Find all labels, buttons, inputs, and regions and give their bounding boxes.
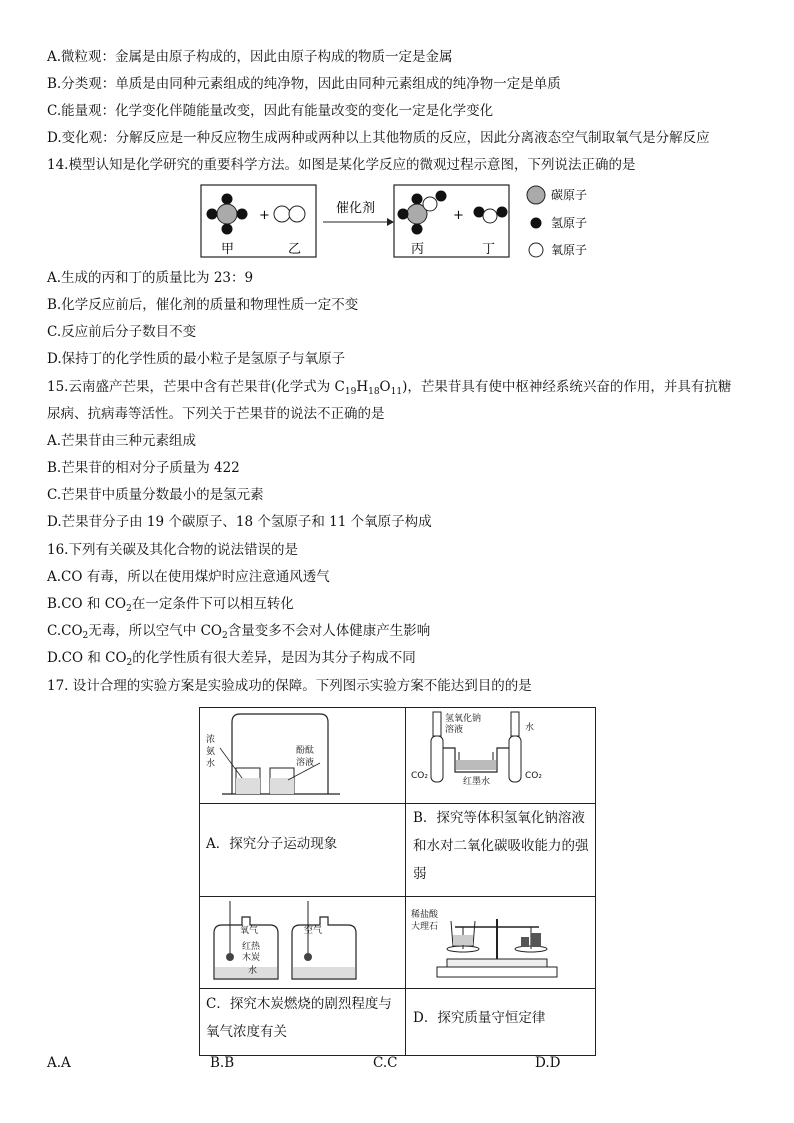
answer-option-c[interactable]: C.C <box>373 1055 398 1071</box>
legend-oxygen: 氧原子 <box>551 243 588 257</box>
q13-option-a: A.微粒观：金属是由原子构成的，因此由原子构成的物质一定是金属 <box>47 49 453 65</box>
label-bing: 丙 <box>411 242 425 257</box>
svg-text:+: + <box>453 208 464 223</box>
svg-text:木炭: 木炭 <box>242 953 261 963</box>
q14-stem: 14.模型认知是化学研究的重要科学方法。如图是某化学反应的微观过程示意图，下列说法正确的是 <box>47 157 636 173</box>
q14-option-c: C.反应前后分子数目不变 <box>47 324 197 340</box>
reaction-diagram <box>195 182 615 264</box>
cell-d-text: D．探究质量守恒定律 <box>413 1010 546 1026</box>
q14-option-d: D.保持丁的化学性质的最小粒子是氢原子与氧原子 <box>47 351 346 367</box>
q16-option-c: $C.CO_2$无毒，所以空气中 $CO_2$含量变多不会对人体健康产生影响 <box>47 623 431 641</box>
answer-option-b[interactable]: B.B <box>210 1055 235 1071</box>
q15-option-d: D.芒果苷分子由 19 个碳原子、18 个氢原子和 11 个氧原子构成 <box>47 514 432 530</box>
cell-c-text: C．探究木炭燃烧的剧烈程度与氧气浓度有关 <box>206 996 392 1040</box>
svg-text:大理石: 大理石 <box>411 922 439 932</box>
figure-d-mass-conservation <box>407 897 595 987</box>
q16-option-a: A.CO 有毒，所以在使用煤炉时应注意通风透气 <box>47 569 330 585</box>
answer-option-a[interactable]: A.A <box>47 1055 71 1071</box>
svg-text:空气: 空气 <box>304 926 323 936</box>
label-yi: 乙 <box>288 242 302 257</box>
label-jia: 甲 <box>221 242 235 257</box>
svg-text:氢氧化钠: 氢氧化钠 <box>445 714 482 724</box>
q15-option-c: C.芒果苷中质量分数最小的是氢元素 <box>47 487 264 503</box>
q16-stem: 16.下列有关碳及其化合物的说法错误的是 <box>47 542 298 558</box>
svg-text:CO₂: CO₂ <box>411 771 428 781</box>
svg-text:水: 水 <box>248 966 258 976</box>
q14-option-b: B.化学反应前后，催化剂的质量和物理性质一定不变 <box>47 297 359 313</box>
svg-text:氨: 氨 <box>206 747 216 757</box>
cell-a-text: A．探究分子运动现象 <box>206 836 338 852</box>
label-ding: 丁 <box>482 242 496 257</box>
svg-text:红热: 红热 <box>242 942 261 952</box>
svg-text:CO₂: CO₂ <box>525 771 542 781</box>
figure-c-charcoal-burning <box>200 897 404 987</box>
q15-stem-line2: 尿病、抗病毒等活性。下列关于芒果苷的说法不正确的是 <box>47 406 385 422</box>
table-divider-vertical <box>405 707 406 1056</box>
q16-option-d: D.CO 和 $CO_2$的化学性质有很大差异，是因为其分子构成不同 <box>47 650 416 668</box>
svg-text:浓: 浓 <box>206 735 216 745</box>
q15-option-b: B.芒果苷的相对分子质量为 422 <box>47 460 240 476</box>
q15-stem-line1: 15.云南盛产芒果，芒果中含有芒果苷(化学式为 $C_{19}H_{18}O_{11}$)，芒果苷具有使中枢神经系统兴奋的作用，并具有抗糖 <box>47 379 732 397</box>
q14-option-a: A.生成的丙和丁的质量比为 23：9 <box>47 270 254 286</box>
q16-option-b: B.CO 和 $CO_2$在一定条件下可以相互转化 <box>47 596 294 614</box>
svg-text:稀盐酸: 稀盐酸 <box>411 910 439 920</box>
legend-hydrogen: 氢原子 <box>551 216 588 230</box>
figure-b-co2-absorption <box>407 708 595 802</box>
svg-text:水: 水 <box>525 723 535 733</box>
svg-text:溶液: 溶液 <box>296 758 315 768</box>
table-divider <box>199 988 596 989</box>
svg-text:水: 水 <box>206 759 216 769</box>
svg-text:溶液: 溶液 <box>445 725 464 735</box>
answer-option-d[interactable]: D.D <box>535 1055 561 1071</box>
svg-text:氧气: 氧气 <box>240 926 259 936</box>
svg-text:红墨水: 红墨水 <box>463 777 491 787</box>
q13-option-d: D.变化观：分解反应是一种反应物生成两种或两种以上其他物质的反应，因此分离液态空气制取氧气是分解反应 <box>47 130 710 146</box>
cell-b-text: B．探究等体积氢氧化钠溶液和水对二氧化碳吸收能力的强弱 <box>413 810 589 882</box>
svg-text:+: + <box>259 208 270 223</box>
legend-carbon: 碳原子 <box>551 188 588 202</box>
q17-stem: 17. 设计合理的实验方案是实验成功的保障。下列图示实验方案不能达到目的的是 <box>47 678 532 694</box>
svg-text:酚酞: 酚酞 <box>296 746 315 756</box>
figure-a-molecule-motion <box>200 708 404 802</box>
q15-option-a: A.芒果苷由三种元素组成 <box>47 433 197 449</box>
q13-option-c: C.能量观：化学变化伴随能量改变，因此有能量改变的变化一定是化学变化 <box>47 103 494 119</box>
q13-option-b: B.分类观：单质是由同种元素组成的纯净物，因此由同种元素组成的纯净物一定是单质 <box>47 76 561 92</box>
catalyst-label: 催化剂 <box>336 201 376 216</box>
